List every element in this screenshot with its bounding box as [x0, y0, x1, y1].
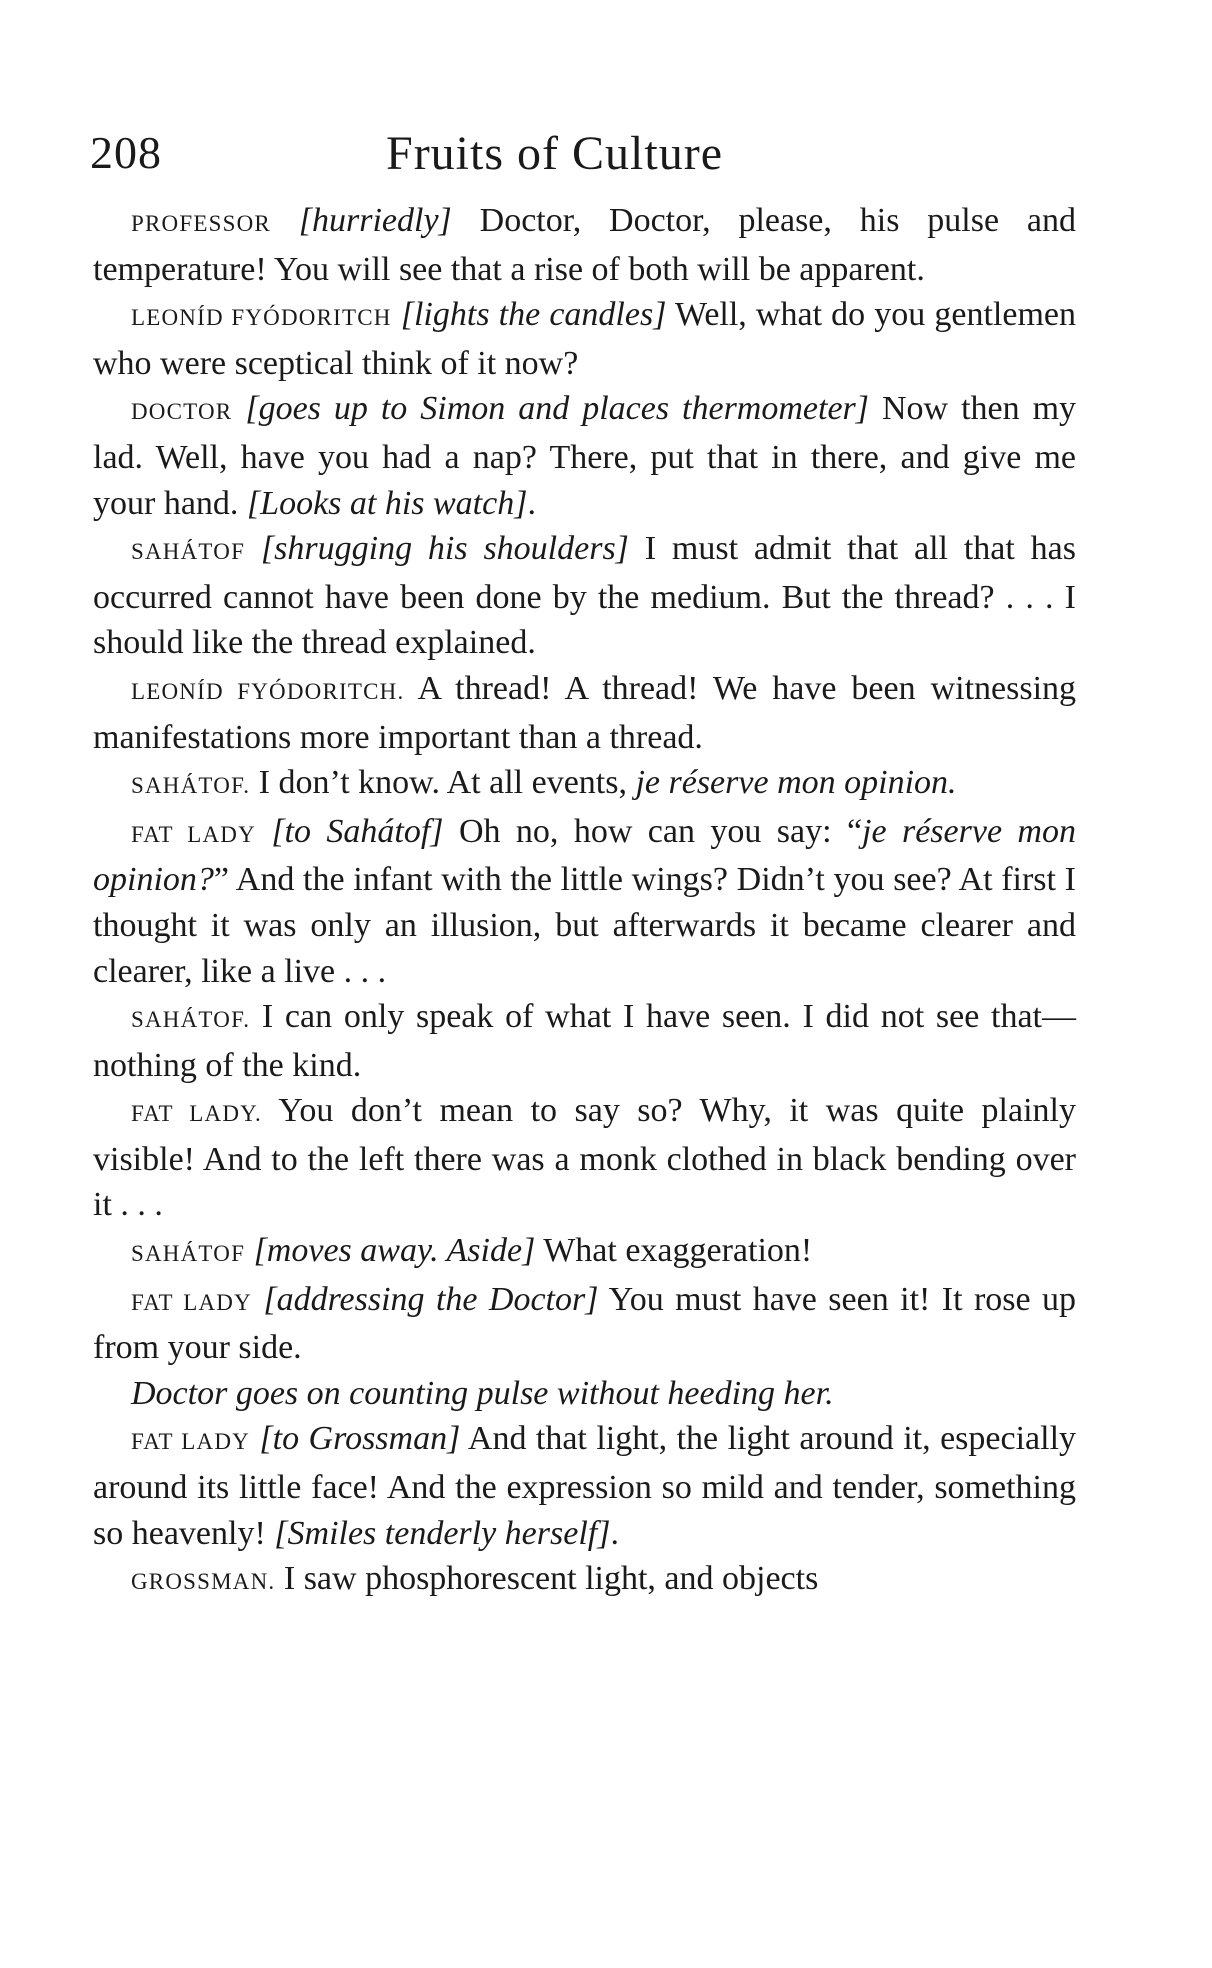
dialogue-text: I don’t know. At all events,: [258, 764, 636, 802]
stage-direction: [Looks at his watch]: [246, 484, 528, 522]
speaker-name: LEONÍD FYÓDORITCH.: [131, 678, 405, 704]
dialogue-text: .: [610, 1514, 619, 1552]
dialogue-paragraph: [93, 1277, 1076, 1371]
stage-direction: [goes up to Simon and places thermometer]: [245, 390, 870, 428]
page-number: 208: [90, 127, 162, 178]
dialogue-paragraph: [93, 760, 1076, 809]
speaker-name: FAT LADY: [131, 1289, 252, 1315]
french-phrase: je réserve mon opinion.: [635, 764, 957, 802]
dialogue-paragraph: [93, 1228, 1076, 1277]
dialogue-text: Doctor, Doctor, please, his pulse and temperature! You will see that a rise of both will be apparent.: [93, 202, 1077, 288]
speaker-name: GROSSMAN.: [131, 1569, 276, 1595]
speaker-name: DOCTOR: [131, 399, 233, 425]
running-title: Fruits of Culture: [386, 127, 723, 180]
stage-direction-paragraph: Doctor goes on counting pulse without heeding her.: [131, 1374, 834, 1412]
dialogue-paragraph: [93, 809, 1076, 994]
speaker-name: SAHÁTOF.: [131, 773, 251, 799]
dialogue-text: ” And the infant with the little wings? Didn’t you see? At first I thought it was only an illusion, but afterwards it became clearer and clearer, like a live . . .: [93, 861, 1076, 990]
stage-direction: [moves away. Aside]: [253, 1232, 536, 1270]
dialogue-text: What exaggeration!: [535, 1232, 813, 1270]
page-header: [90, 126, 1090, 186]
dialogue-paragraph: [93, 994, 1076, 1088]
dialogue-text: Well, what do you gentlemen who were sceptical think of it now?: [93, 296, 1077, 382]
dialogue-text: You don’t mean to say so? Why, it was quite plainly visible! And to the left there was a monk clothed in black bending over it . . .: [93, 1092, 1076, 1224]
dialogue-paragraph: [93, 1556, 1076, 1605]
stage-direction: [hurriedly]: [298, 202, 452, 239]
dialogue-text: I saw phosphorescent light, and objects: [283, 1560, 819, 1598]
dialogue-text: .: [527, 484, 536, 522]
speaker-name: SAHÁTOF: [131, 539, 246, 565]
dialogue-text: Oh no, how can you say: “: [443, 812, 863, 850]
dialogue-paragraph: [93, 526, 1076, 666]
french-phrase: je réserve mon opinion?: [93, 812, 1076, 899]
dialogue-text: I can only speak of what I have seen. I did not see that—nothing of the kind.: [93, 998, 1076, 1084]
dialogue-paragraph: [93, 386, 1076, 526]
stage-direction: [lights the candles]: [400, 296, 667, 334]
dialogue-paragraph: [93, 198, 1076, 292]
stage-direction: [addressing the Doctor]: [263, 1280, 599, 1318]
dialogue-paragraph: [93, 292, 1076, 386]
dialogue-paragraph: [93, 1088, 1076, 1228]
speaker-name: FAT LADY: [131, 821, 256, 847]
dialogue-text: You must have seen it! It rose up from your side.: [93, 1280, 1076, 1367]
dialogue-text: I must admit that all that has occurred cannot have been done by the medium. But the thread? . . . I should like the thread explained.: [93, 530, 1077, 662]
speaker-name: SAHÁTOF.: [131, 1007, 251, 1033]
dialogue-paragraph: [93, 1416, 1076, 1556]
speaker-name: FAT LADY: [131, 1429, 250, 1455]
dialogue-text: And that light, the light around it, especially around its little face! And the expression so mild and tender, something so heavenly!: [93, 1420, 1077, 1552]
speaker-name: PROFESSOR: [131, 211, 271, 236]
dialogue-text: Now then my lad. Well, have you had a nap? There, put that in there, and give me your hand.: [93, 390, 1077, 522]
stage-direction: [shrugging his shoulders]: [260, 530, 629, 568]
speaker-name: FAT LADY.: [131, 1101, 262, 1127]
stage-direction: [to Sahátof]: [271, 812, 444, 850]
stage-direction: [Smiles tenderly herself]: [274, 1514, 611, 1552]
speaker-name: LEONÍD FYÓDORITCH: [131, 305, 392, 331]
stage-direction: [to Grossman]: [259, 1420, 461, 1458]
dialogue-text: A thread! A thread! We have been witnessing manifestations more important than a thread.: [93, 669, 1077, 756]
dialogue-paragraph: [93, 666, 1076, 760]
play-text: [93, 198, 1076, 1605]
speaker-name: SAHÁTOF: [131, 1241, 246, 1267]
